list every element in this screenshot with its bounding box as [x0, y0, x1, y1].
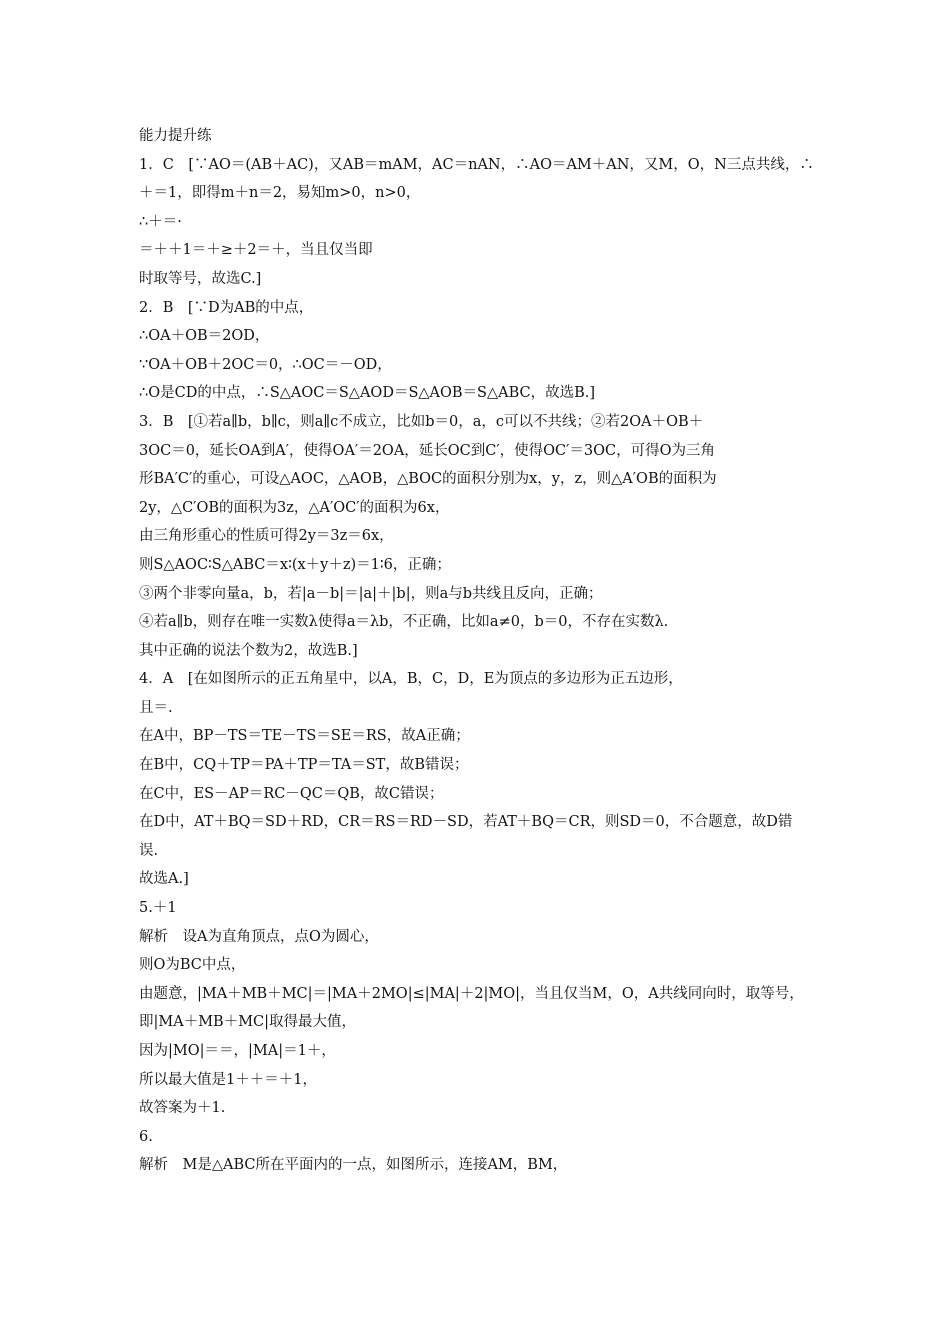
- text-line: ＝＋＋1＝＋≥＋2＝＋，当且仅当即: [139, 242, 373, 259]
- text-line: ∴＋＝·: [139, 213, 182, 230]
- text-line: ∴O是CD的中点，∴S△AOC＝S△AOD＝S△AOB＝S△ABC，故选B.]: [139, 385, 596, 402]
- text-line: 故答案为＋1.: [139, 1100, 226, 1117]
- text-line: 所以最大值是1＋＋＝＋1，: [139, 1071, 317, 1088]
- text-line: ∴OA＋OB＝2OD，: [139, 328, 270, 345]
- text-line: 在D中，AT＋BQ＝SD＋RD，CR＝RS＝RD－SD，若AT＋BQ＝CR，则SD＝0，不合题意，故D错: [139, 814, 793, 831]
- text-line: ③两个非零向量a，b，若|a－b|＝|a|＋|b|，则a与b共线且反向，正确；: [139, 585, 603, 602]
- text-line: 因为|MO|＝＝，|MA|＝1＋，: [139, 1043, 336, 1059]
- text-line: 解析 设A为直角顶点，点O为圆心，: [139, 928, 379, 945]
- text-line: 在B中，CQ＋TP＝PA＋TP＝TA＝ST，故B错误；: [139, 757, 469, 774]
- text-line: 在A中，BP－TS＝TE－TS＝SE＝RS，故A正确；: [139, 728, 470, 745]
- text-line: 解析 M是△ABC所在平面内的一点，如图所示，连接AM，BM，: [139, 1157, 568, 1174]
- text-line: 3OC＝0，延长OA到A′，使得OA′＝2OA，延长OC到C′，使得OC′＝3OC，可得O为三角: [139, 442, 716, 459]
- text-line: 时取等号，故选C.]: [139, 270, 262, 287]
- text-line: 2．B [∵D为AB的中点，: [139, 299, 314, 316]
- text-line: 由题意，|MA＋MB＋MC|＝|MA＋2MO|≤|MA|＋2|MO|，当且仅当M，O，A共线同向时，取等号，: [139, 985, 804, 1002]
- answer-document: [139, 122, 819, 1180]
- text-line: ＋＝1，即得m＋n＝2，易知m>0，n>0，: [139, 185, 421, 202]
- section-title: 能力提升练: [139, 128, 212, 144]
- text-line: 3．B [①若a∥b，b∥c，则a∥c不成立，比如b＝0，a，c可以不共线；②若2OA＋OB＋: [139, 413, 704, 430]
- text-line: ④若a∥b，则存在唯一实数λ使得a＝λb，不正确，比如a≠0，b＝0，不存在实数λ.: [139, 614, 669, 631]
- text-line: 2y，△C′OB的面积为3z，△A′OC′的面积为6x，: [139, 499, 450, 516]
- text-line: 由三角形重心的性质可得2y＝3z＝6x，: [139, 528, 394, 545]
- text-line: 误.: [139, 842, 159, 859]
- text-line: 在C中，ES－AP＝RC－QC＝QB，故C错误；: [139, 785, 444, 802]
- text-line: 形BA′C′的重心，可设△AOC，△AOB，△BOC的面积分别为x，y，z，则△A′OB的面积为: [139, 471, 717, 488]
- text-line: 即|MA＋MB＋MC|取得最大值，: [139, 1014, 357, 1031]
- text-line: 则S△AOC∶S△ABC＝x∶(x＋y＋z)＝1∶6，正确；: [139, 556, 451, 573]
- text-line: 4．A [在如图所示的正五角星中，以A，B，C，D，E为顶点的多边形为正五边形，: [139, 671, 683, 688]
- text-line: 其中正确的说法个数为2，故选B.]: [139, 642, 358, 659]
- text-line: 1．C [∵AO＝(AB＋AC)，又AB＝mAM，AC＝nAN，∴AO＝AM＋AN，又M，O，N三点共线，∴: [139, 156, 814, 173]
- text-line: 且＝.: [139, 699, 173, 716]
- text-line: 5.＋1: [139, 900, 177, 917]
- text-line: 故选A.]: [139, 871, 189, 888]
- text-line: 6.: [139, 1128, 153, 1145]
- text-line: ∵OA＋OB＋2OC＝0，∴OC＝－OD，: [139, 356, 392, 373]
- text-line: 则O为BC中点，: [139, 957, 246, 974]
